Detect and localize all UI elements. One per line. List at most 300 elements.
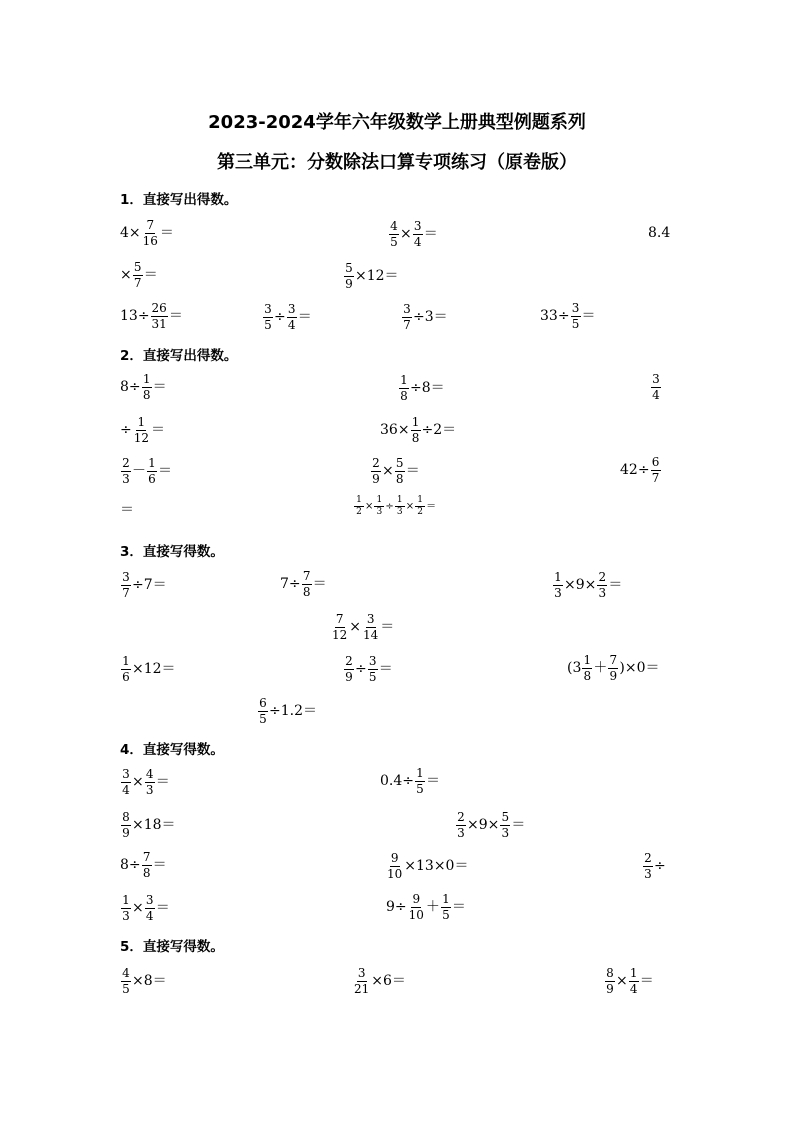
math-text: ＝ (608, 577, 623, 594)
math-text: ＋ (425, 899, 440, 916)
math-text: ÷ (654, 858, 666, 875)
math-text: ＝ (152, 857, 167, 874)
problem (455, 810, 525, 839)
fraction (395, 496, 405, 518)
numerator: 8 (122, 810, 130, 824)
problem (120, 893, 170, 922)
fraction (258, 697, 268, 725)
math-text: 4× (120, 225, 141, 242)
math-text: × (132, 900, 144, 917)
math-text: ＝ (297, 309, 312, 326)
fraction (121, 457, 131, 485)
problem (343, 261, 399, 290)
numerator: 1 (137, 415, 146, 429)
fraction (651, 456, 661, 484)
numerator: 1 (442, 892, 450, 906)
fraction (133, 261, 143, 289)
fraction (389, 220, 399, 248)
section-1-heading: 1．直接写出得数。 (120, 192, 238, 208)
math-text: 33÷ (540, 308, 570, 325)
problem (120, 851, 167, 879)
fraction (331, 613, 348, 641)
math-text: ＝ (380, 619, 395, 636)
numerator: 1 (142, 372, 151, 386)
math-text: ＝ (405, 463, 420, 480)
denominator: 8 (302, 584, 311, 599)
numerator: 1 (415, 496, 425, 507)
fraction (597, 571, 607, 599)
numerator: 1 (416, 766, 424, 780)
denominator: 5 (368, 669, 377, 684)
math-expression (401, 303, 448, 331)
problem (650, 372, 662, 401)
math-text: × (120, 267, 132, 284)
fraction (411, 416, 421, 444)
denominator: 4 (145, 908, 154, 923)
fraction (441, 893, 451, 921)
problem (388, 219, 438, 248)
problem (330, 612, 394, 641)
math-text: × (382, 463, 394, 480)
problem (120, 302, 183, 330)
math-text: 42÷ (620, 462, 650, 479)
denominator: 5 (122, 981, 130, 996)
section-4-heading: 4．直接写得数。 (120, 742, 224, 758)
problem (620, 456, 662, 484)
numerator: 9 (412, 892, 421, 906)
denominator: 8 (395, 471, 404, 486)
denominator: 31 (151, 316, 167, 331)
math-text: 8.4 (648, 225, 671, 241)
math-text: × (405, 500, 415, 512)
numerator: 5 (395, 456, 404, 470)
numerator: 2 (598, 570, 607, 584)
math-expression (120, 768, 170, 796)
math-text: 7÷ (280, 576, 301, 593)
denominator: 5 (264, 317, 272, 332)
math-text: (3 (567, 660, 582, 677)
math-text: ÷ (385, 500, 394, 512)
fraction (399, 374, 409, 402)
numerator: 4 (390, 219, 398, 233)
numerator: 3 (122, 767, 130, 781)
problem (120, 810, 176, 839)
denominator: 5 (259, 711, 267, 726)
fraction (151, 302, 168, 330)
denominator: 3 (396, 507, 403, 518)
numerator: 2 (372, 456, 380, 470)
page-subtitle: 第三单元：分数除法口算专项练习（原卷版） (217, 152, 577, 173)
numerator: 1 (395, 496, 405, 507)
numerator: 1 (148, 456, 156, 470)
numerator: 3 (366, 612, 375, 626)
math-expression (120, 302, 183, 330)
fraction (368, 655, 378, 683)
math-text: ×13×0＝ (404, 858, 469, 875)
math-expression (370, 457, 420, 485)
fraction (133, 416, 150, 444)
math-expression (120, 655, 176, 683)
denominator: 6 (122, 669, 130, 684)
numerator: 26 (151, 301, 167, 315)
fraction (145, 894, 155, 922)
denominator: 9 (606, 981, 614, 996)
fraction (147, 457, 157, 485)
fraction (402, 303, 412, 331)
numerator: 4 (145, 767, 154, 781)
problem (380, 767, 440, 795)
math-text: ÷3＝ (413, 309, 448, 326)
fraction (263, 303, 273, 331)
math-text: × (132, 774, 144, 791)
numerator: 3 (652, 372, 660, 386)
problem (120, 456, 172, 485)
math-text: ＝ (152, 379, 167, 396)
fraction (571, 302, 581, 330)
fraction (121, 894, 131, 922)
fraction (362, 613, 379, 641)
denominator: 10 (408, 907, 424, 922)
math-text: ＝ (168, 308, 183, 325)
denominator: 6 (148, 471, 156, 486)
denominator: 5 (390, 234, 398, 249)
numerator: 1 (374, 496, 384, 507)
math-expression (120, 261, 158, 289)
denominator: 5 (442, 907, 450, 922)
math-text: ×9× (467, 817, 500, 834)
problem (385, 851, 468, 880)
math-expression (120, 503, 134, 517)
numerator: 2 (457, 810, 465, 824)
math-expression (353, 496, 436, 518)
denominator: 2 (417, 507, 424, 518)
problem (642, 851, 666, 880)
fraction (413, 220, 423, 248)
math-text: ÷8＝ (410, 380, 445, 397)
fraction (121, 811, 131, 839)
math-text: ＝ (158, 463, 172, 480)
numerator: 3 (357, 966, 366, 980)
fraction (408, 893, 425, 921)
math-expression (343, 655, 393, 683)
denominator: 2 (356, 507, 362, 518)
numerator: 1 (554, 570, 562, 584)
fraction (651, 373, 661, 401)
math-expression (120, 851, 167, 879)
math-text: ×8＝ (132, 973, 167, 990)
fraction (142, 851, 152, 879)
problem (120, 767, 170, 796)
problem (398, 373, 445, 402)
denominator: 3 (554, 585, 562, 600)
numerator: 5 (345, 261, 353, 275)
problem (370, 456, 420, 485)
problem (567, 654, 659, 682)
problem (280, 570, 327, 598)
denominator: 8 (583, 668, 592, 683)
math-expression (120, 571, 167, 599)
problem (401, 302, 448, 331)
math-text: ＝ (511, 817, 526, 834)
fraction (145, 768, 155, 796)
problem (120, 966, 167, 995)
math-expression (280, 570, 327, 598)
numerator: 5 (501, 810, 510, 824)
fraction (386, 852, 403, 880)
math-text: 0.4÷ (380, 773, 414, 790)
denominator: 4 (652, 387, 660, 402)
fraction (371, 457, 381, 485)
numerator: 7 (335, 612, 344, 626)
fraction (415, 767, 425, 795)
fraction (643, 852, 653, 880)
denominator: 5 (571, 316, 580, 331)
denominator: 3 (145, 782, 154, 797)
math-text: 36× (380, 422, 410, 439)
numerator: 1 (122, 654, 130, 668)
numerator: 1 (629, 966, 638, 980)
fraction (353, 967, 370, 995)
fraction (121, 655, 131, 683)
denominator: 8 (142, 387, 151, 402)
math-text: ＝ (423, 226, 438, 243)
fraction (344, 262, 354, 290)
fraction (605, 967, 615, 995)
numerator: 1 (354, 496, 364, 507)
problem (380, 416, 456, 444)
problem (540, 302, 596, 330)
numerator: 3 (264, 302, 272, 316)
numerator: 7 (609, 653, 618, 667)
problem (120, 503, 134, 517)
math-text: ×9× (564, 577, 597, 594)
math-expression (120, 457, 172, 485)
problem (352, 966, 406, 995)
math-text: ×12＝ (355, 268, 399, 285)
fraction (553, 571, 563, 599)
numerator: 3 (413, 219, 422, 233)
math-text: 13÷ (120, 308, 150, 325)
problem (120, 219, 174, 247)
numerator: 3 (122, 570, 130, 584)
problem (120, 373, 167, 401)
problem (386, 893, 466, 921)
numerator: 6 (259, 696, 267, 710)
numerator: 1 (122, 893, 130, 907)
fraction (629, 967, 639, 995)
math-expression (380, 416, 456, 444)
fraction (287, 303, 297, 331)
problem (648, 226, 670, 240)
numerator: 7 (146, 218, 155, 232)
math-text: ＝ (151, 422, 166, 439)
math-text: ＝ (120, 502, 134, 518)
fraction (582, 654, 592, 682)
denominator: 9 (609, 668, 618, 683)
math-expression (330, 613, 394, 641)
fraction (142, 219, 159, 247)
denominator: 9 (345, 276, 353, 291)
math-expression (120, 373, 167, 401)
math-text: ＝ (451, 899, 466, 916)
math-text: ÷2＝ (421, 422, 457, 439)
math-expression (604, 967, 654, 995)
math-expression (648, 226, 670, 240)
math-text: 9÷ (386, 899, 407, 916)
numerator: 7 (302, 569, 311, 583)
denominator: 7 (133, 275, 142, 290)
denominator: 5 (416, 781, 424, 796)
fraction (302, 570, 312, 598)
section-3-heading: 3．直接写得数。 (120, 544, 224, 560)
math-expression (567, 654, 659, 682)
denominator: 12 (133, 430, 150, 445)
denominator: 12 (332, 627, 348, 642)
denominator: 8 (400, 388, 408, 403)
fraction (456, 811, 466, 839)
numerator: 3 (571, 301, 580, 315)
fraction (142, 373, 152, 401)
denominator: 3 (376, 507, 383, 518)
denominator: 14 (363, 627, 379, 642)
numerator: 2 (644, 851, 652, 865)
math-text: 8÷ (120, 379, 141, 396)
math-text: )×0＝ (619, 660, 660, 677)
math-text: ＋ (593, 660, 608, 677)
denominator: 3 (122, 908, 130, 923)
math-expression (455, 811, 525, 839)
problem (353, 495, 436, 518)
math-expression (262, 303, 312, 331)
problem (120, 261, 158, 289)
math-text: ＝ (143, 267, 158, 284)
math-text: ＝ (155, 774, 170, 791)
math-expression (642, 852, 666, 880)
math-expression (398, 374, 445, 402)
numerator: 3 (287, 302, 296, 316)
math-text: ＝ (378, 661, 393, 678)
problem (343, 654, 393, 683)
denominator: 3 (644, 866, 652, 881)
denominator: 16 (142, 233, 158, 248)
problem (604, 966, 654, 995)
denominator: 9 (372, 471, 380, 486)
denominator: 4 (287, 317, 296, 332)
numerator: 3 (145, 893, 154, 907)
numerator: 7 (142, 850, 151, 864)
section-2-heading: 2．直接写出得数。 (120, 348, 238, 364)
fraction (608, 654, 618, 682)
numerator: 2 (345, 654, 353, 668)
math-text: × (616, 973, 628, 990)
problem (120, 570, 167, 599)
math-expression (540, 302, 596, 330)
math-text: × (365, 500, 374, 512)
numerator: 2 (122, 456, 130, 470)
denominator: 7 (122, 585, 130, 600)
denominator: 7 (651, 470, 660, 485)
numerator: 1 (411, 415, 420, 429)
fraction (121, 967, 131, 995)
math-text: － (132, 463, 146, 480)
math-text: ＝ (639, 973, 654, 990)
fraction (500, 811, 510, 839)
page-title: 2023-2024学年六年级数学上册典型例题系列 (208, 112, 586, 133)
problem (257, 696, 317, 725)
math-expression (343, 262, 399, 290)
math-text: ÷ (120, 422, 132, 439)
denominator: 10 (387, 866, 403, 881)
denominator: 3 (501, 825, 510, 840)
math-text: ÷7＝ (132, 577, 167, 594)
denominator: 21 (354, 981, 370, 996)
math-expression (650, 373, 662, 401)
math-text: ＝ (312, 576, 327, 593)
math-expression (388, 220, 438, 248)
denominator: 4 (629, 981, 638, 996)
math-text: × (400, 226, 412, 243)
numerator: 4 (122, 966, 130, 980)
math-expression (385, 852, 468, 880)
problem (120, 654, 176, 683)
math-expression (120, 219, 174, 247)
denominator: 3 (122, 471, 130, 486)
fraction (354, 496, 364, 518)
denominator: 4 (122, 782, 130, 797)
numerator: 9 (390, 851, 399, 865)
math-text: ÷1.2＝ (269, 703, 317, 720)
math-text: ＝ (426, 500, 437, 512)
math-text: ＝ (426, 773, 440, 790)
denominator: 9 (122, 825, 130, 840)
math-expression (552, 571, 622, 599)
problem (120, 416, 165, 444)
math-expression (620, 456, 662, 484)
math-text: ＝ (581, 308, 596, 325)
math-expression (120, 967, 167, 995)
fraction (121, 768, 131, 796)
numerator: 6 (651, 455, 660, 469)
fraction (374, 496, 384, 518)
numerator: 1 (400, 373, 408, 387)
math-text: ÷ (355, 661, 367, 678)
math-text: 8÷ (120, 857, 141, 874)
denominator: 3 (457, 825, 465, 840)
denominator: 3 (598, 585, 607, 600)
math-text: ＝ (155, 900, 170, 917)
numerator: 3 (403, 302, 411, 316)
numerator: 8 (606, 966, 614, 980)
denominator: 7 (403, 317, 411, 332)
math-expression (120, 811, 176, 839)
math-expression (120, 894, 170, 922)
fraction (395, 457, 405, 485)
math-text: ×6＝ (371, 973, 406, 990)
problem (552, 570, 622, 599)
math-expression (380, 767, 440, 795)
math-text: ＝ (159, 225, 174, 242)
fraction (121, 571, 131, 599)
fraction (415, 496, 425, 518)
numerator: 1 (583, 653, 592, 667)
section-5-heading: 5．直接写得数。 (120, 939, 224, 955)
denominator: 9 (345, 669, 353, 684)
math-text: × (349, 619, 362, 636)
math-text: ×12＝ (132, 661, 176, 678)
denominator: 4 (413, 234, 422, 249)
math-expression (257, 697, 317, 725)
math-expression (352, 967, 406, 995)
